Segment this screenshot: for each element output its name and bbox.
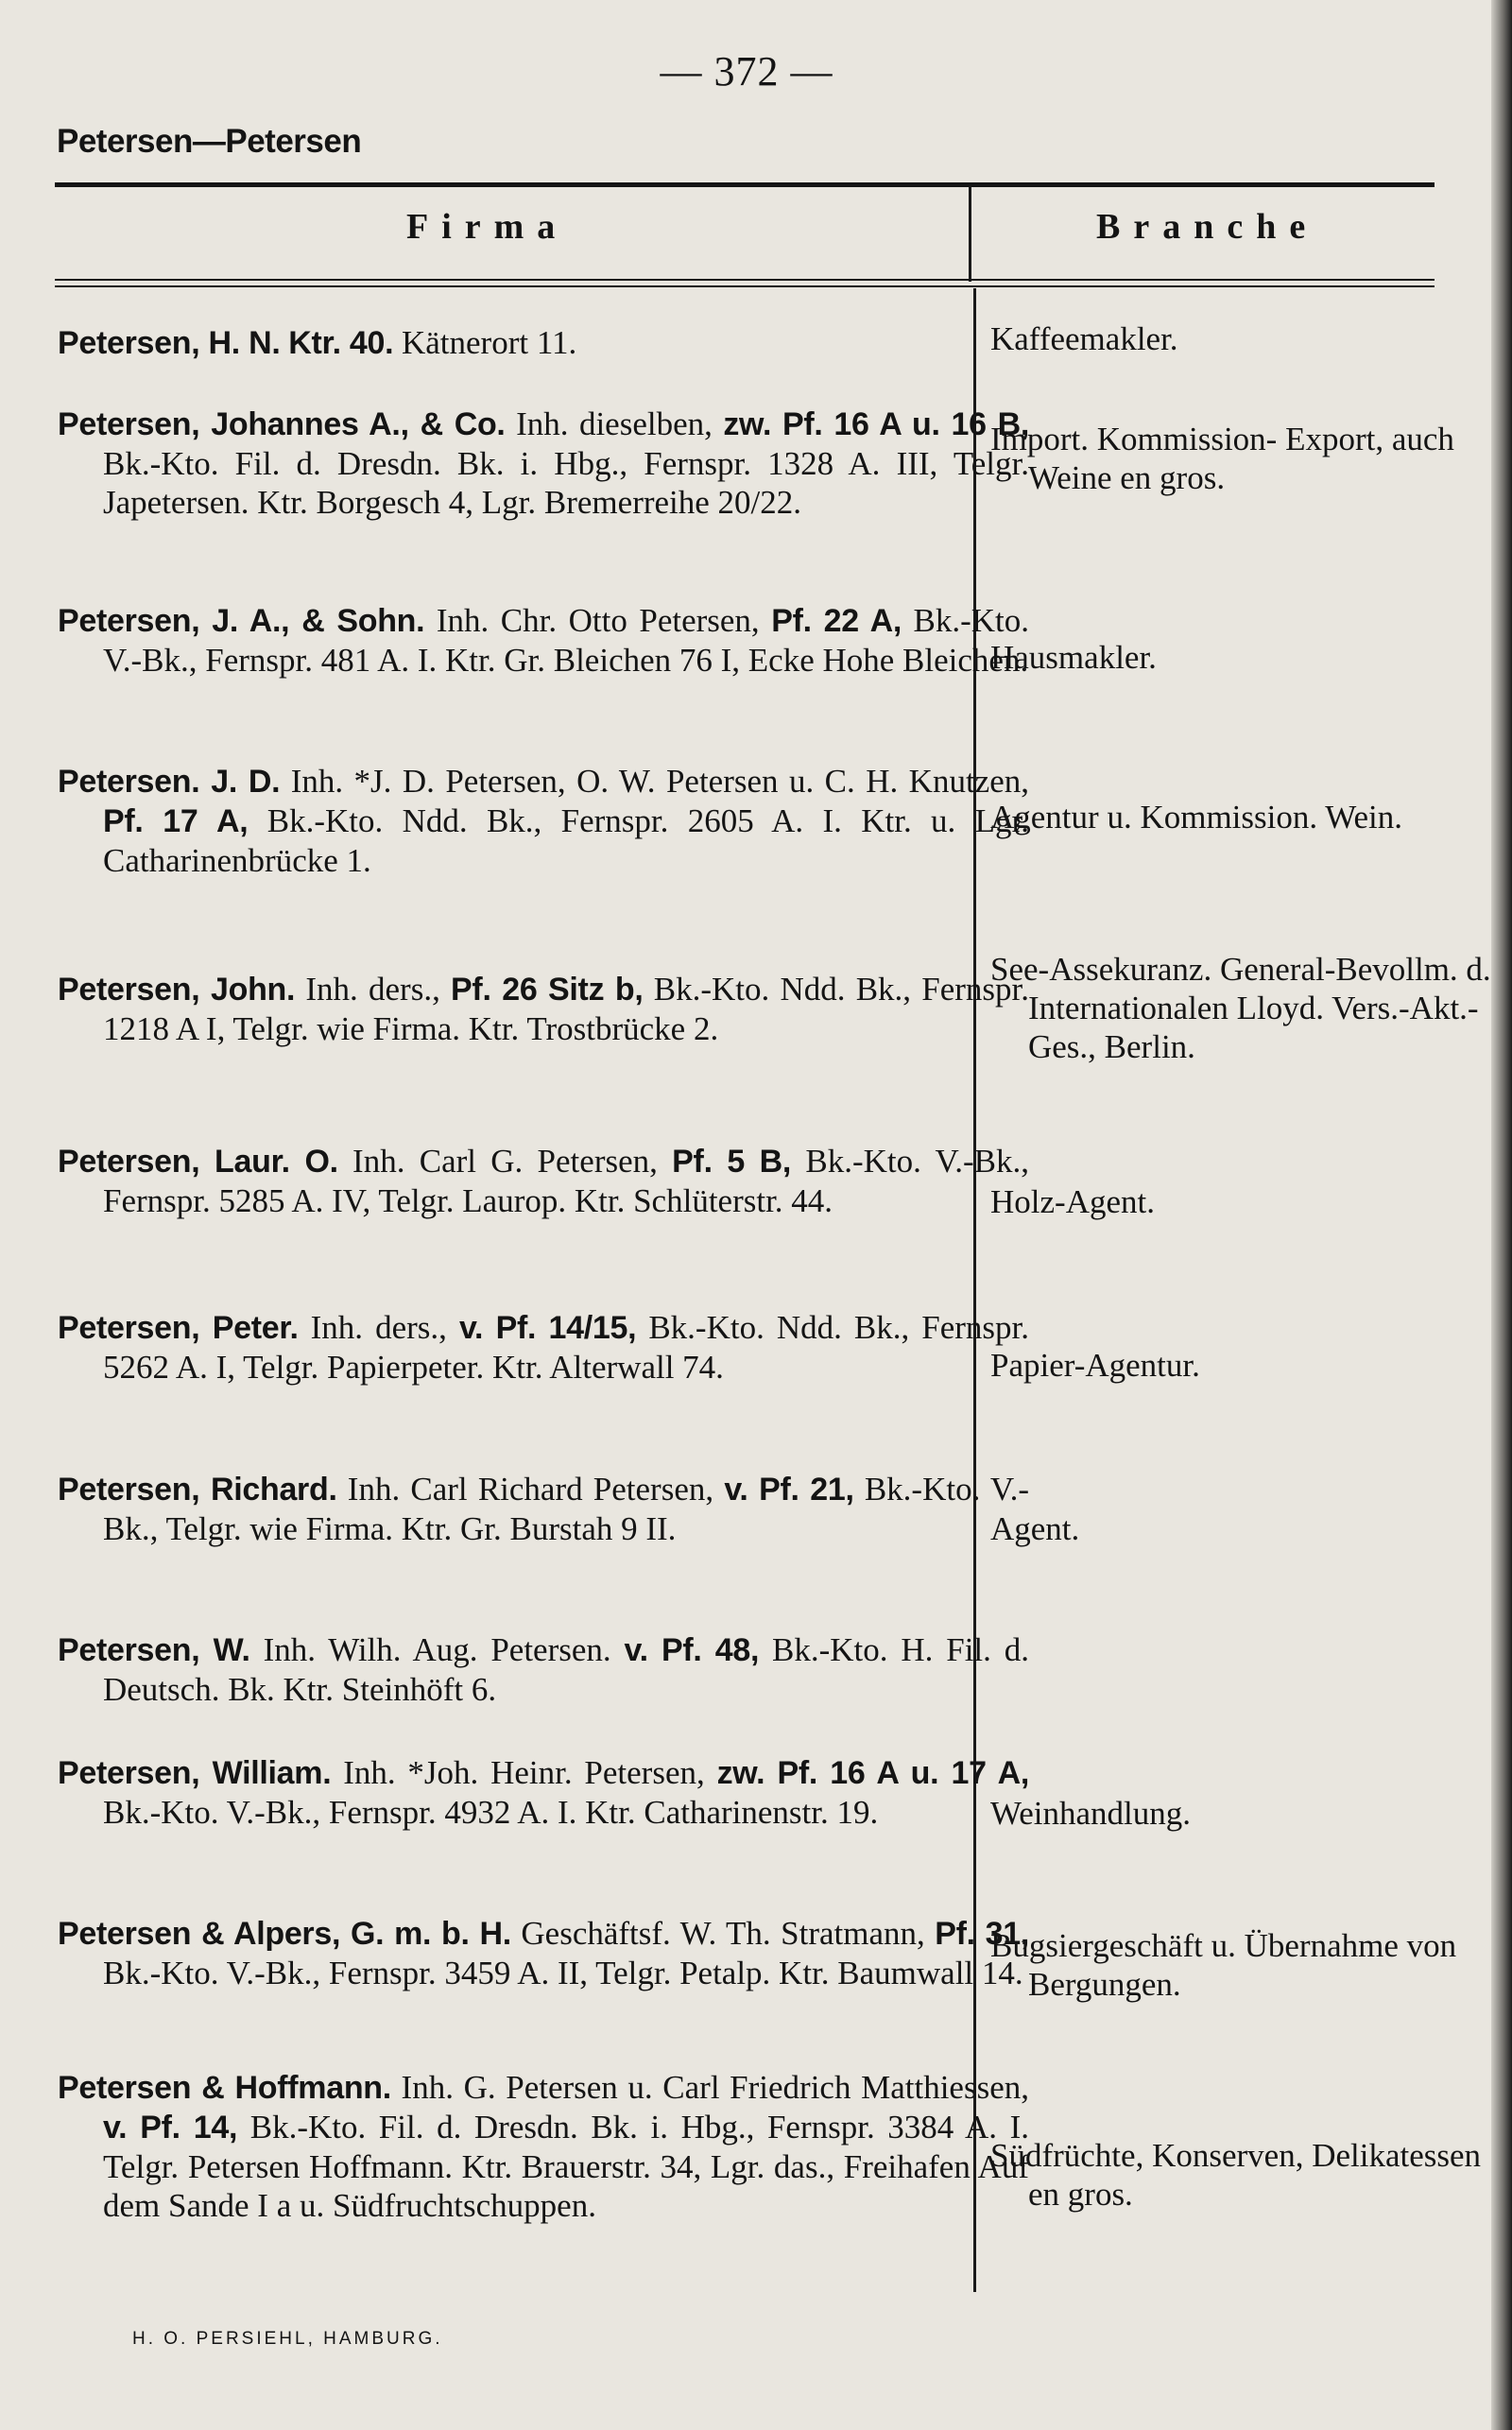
entry-firma (58, 1142, 1029, 1220)
entry-detail: Inh. Carl G. Petersen, (352, 1143, 658, 1180)
printer-imprint: H. O. PERSIEHL, HAMBURG. (132, 2329, 443, 2349)
entry-detail: Inh. Carl Richard Petersen, (347, 1471, 714, 1508)
entry-firma (58, 601, 1029, 680)
entry-detail: Bk.-Kto. V.-Bk., Telgr. wie Firma. Ktr. Gr. Burstah 9 II. (103, 1471, 1030, 1547)
entry-branche: Holz-Agent. (990, 1183, 1155, 1220)
entry-postfach: v. Pf. 21, (724, 1472, 854, 1508)
entry-detail: Bk.-Kto. V.-Bk., Fernspr. 4932 A. I. Ktr. Catharinenstr. 19. (103, 1794, 879, 1831)
entry-firma (58, 1630, 1029, 1709)
entry-name: Petersen, Peter. (58, 1310, 299, 1346)
entry-firma (58, 1308, 1029, 1387)
entry-postfach: v. Pf. 14/15, (458, 1310, 637, 1346)
entry-detail: Bk.-Kto. Ndd. Bk., Fernspr. 5262 A. I, Telgr. Papierpeter. Ktr. Alterwall 74. (103, 1309, 1030, 1386)
entry-detail: Inh. dieselben, (516, 405, 713, 442)
page-number: — 372 — (660, 48, 833, 95)
entry-name: Petersen. J. D. (58, 764, 281, 800)
entry-firma (58, 762, 1029, 880)
entry-postfach: Pf. 26 Sitz b, (451, 972, 644, 1008)
entry-postfach: Pf. 31, (935, 1916, 1029, 1952)
entry-postfach: zw. Pf. 16 A u. 16 B, (723, 406, 1030, 442)
entry-branche: See-Assekuranz. General-Bevollm. d. Internationalen Lloyd. Vers.-Akt.-Ges., Berlin. (990, 951, 1491, 1065)
entry-detail: Kätnerort 11. (401, 324, 577, 361)
entry-detail: Bk.-Kto. V.-Bk., Fernspr. 3459 A. II, Telgr. Petalp. Ktr. Baumwall 14. (103, 1955, 1023, 1991)
header-double-rule (55, 279, 1435, 281)
entry-name: Petersen, Johannes A., & Co. (58, 406, 506, 442)
entry-postfach: Pf. 5 B, (672, 1144, 792, 1180)
entry-branche: Agent. (990, 1510, 1080, 1547)
entry-postfach: v. Pf. 48, (624, 1632, 760, 1668)
entry-firma (58, 970, 1029, 1048)
entry-detail: Bk.-Kto. Ndd. Bk., Fernspr. 1218 A I, Telgr. wie Firma. Ktr. Trostbrücke 2. (103, 971, 1030, 1047)
entry-name: Petersen, H. N. (58, 325, 281, 361)
entry-name: Petersen & Hoffmann. (58, 2070, 391, 2106)
column-divider (969, 185, 971, 282)
entry-detail: Inh. *J. D. Petersen, O. W. Petersen u. C. H. Knutzen, (290, 763, 1029, 800)
entry-postfach: v. Pf. 14, (103, 2110, 238, 2146)
entry-branche: Hausmakler. (990, 639, 1157, 676)
running-head: Petersen—Petersen (57, 123, 362, 160)
entry-detail: Inh. Chr. Otto Petersen, (436, 602, 760, 639)
entry-detail: Bk.-Kto. H. Fil. d. Deutsch. Bk. Ktr. Steinhöft 6. (103, 1631, 1030, 1708)
column-header-firma: Firma (406, 207, 569, 247)
entry-name: Petersen, Laur. O. (58, 1144, 338, 1180)
entry-postfach: Pf. 22 A, (771, 603, 902, 639)
header-double-rule (55, 285, 1435, 287)
entry-name: Petersen, William. (58, 1755, 332, 1791)
entry-name: Petersen, J. A., & Sohn. (58, 603, 425, 639)
entry-detail: Bk.-Kto. Fil. d. Dresdn. Bk. i. Hbg., Fernspr. 3384 A. I. Telgr. Petersen Hoffmann. Ktr. Brauerstr. 34, Lgr. das., Freihafen Auf dem Sande I a u. Südfruchtschuppen. (103, 2109, 1029, 2224)
entry-firma (58, 1914, 1029, 1992)
entry-detail: Inh. Wilh. Aug. Petersen. (263, 1631, 611, 1668)
entry-branche: Import. Kommission- Export, auch Weine en gros. (990, 421, 1454, 496)
entry-branche: Papier-Agentur. (990, 1347, 1200, 1384)
entry-branche: Kaffeemakler. (990, 320, 1178, 357)
entry-branche: Weinhandlung. (990, 1795, 1191, 1832)
header-rule (55, 182, 1435, 187)
entry-branche: Bugsiergeschäft u. Übernahme von Bergungen. (990, 1927, 1457, 2003)
entry-detail: Inh. ders., (310, 1309, 447, 1346)
entry-branche: Südfrüchte, Konserven, Delikatessen en gros. (990, 2137, 1482, 2213)
entry-postfach: Ktr. 40. (288, 325, 394, 361)
entry-name: Petersen, W. (58, 1632, 250, 1668)
entry-name: Petersen, John. (58, 972, 296, 1008)
entry-detail: Inh. *Joh. Heinr. Petersen, (343, 1754, 705, 1791)
entry-firma (58, 405, 1029, 522)
entry-detail: Bk.-Kto. V.-Bk., Fernspr. 481 A. I. Ktr. Gr. Bleichen 76 I, Ecke Hohe Bleichen. (103, 602, 1029, 679)
entry-detail: Bk.-Kto. V.-Bk., Fernspr. 5285 A. IV, Telgr. Laurop. Ktr. Schlüterstr. 44. (103, 1143, 1030, 1219)
entry-postfach: Pf. 17 A, (103, 803, 249, 839)
entry-name: Petersen & Alpers, G. m. b. H. (58, 1916, 511, 1952)
entry-firma (58, 323, 1029, 363)
entry-detail: Bk.-Kto. Ndd. Bk., Fernspr. 2605 A. I. Ktr. u. Lgr. Catharinenbrücke 1. (103, 802, 1030, 879)
entry-firma (58, 1470, 1029, 1548)
entry-firma (58, 2068, 1029, 2225)
entry-name: Petersen, Richard. (58, 1472, 337, 1508)
entry-detail: Inh. ders., (305, 971, 440, 1008)
column-header-branche: Branche (1096, 207, 1319, 247)
entry-firma (58, 1753, 1029, 1832)
entry-detail: Geschäftsf. W. Th. Stratmann, (521, 1915, 925, 1952)
entry-detail: Bk.-Kto. Fil. d. Dresdn. Bk. i. Hbg., Fernspr. 1328 A. III, Telgr. Japetersen. Ktr. Borgesch 4, Lgr. Bremerreihe 20/22. (103, 445, 1029, 521)
entry-branche: Agentur u. Kommission. Wein. (990, 799, 1402, 836)
entry-detail: Inh. G. Petersen u. Carl Friedrich Matthiessen, (401, 2069, 1029, 2106)
entry-postfach: zw. Pf. 16 A u. 17 A, (716, 1755, 1030, 1791)
